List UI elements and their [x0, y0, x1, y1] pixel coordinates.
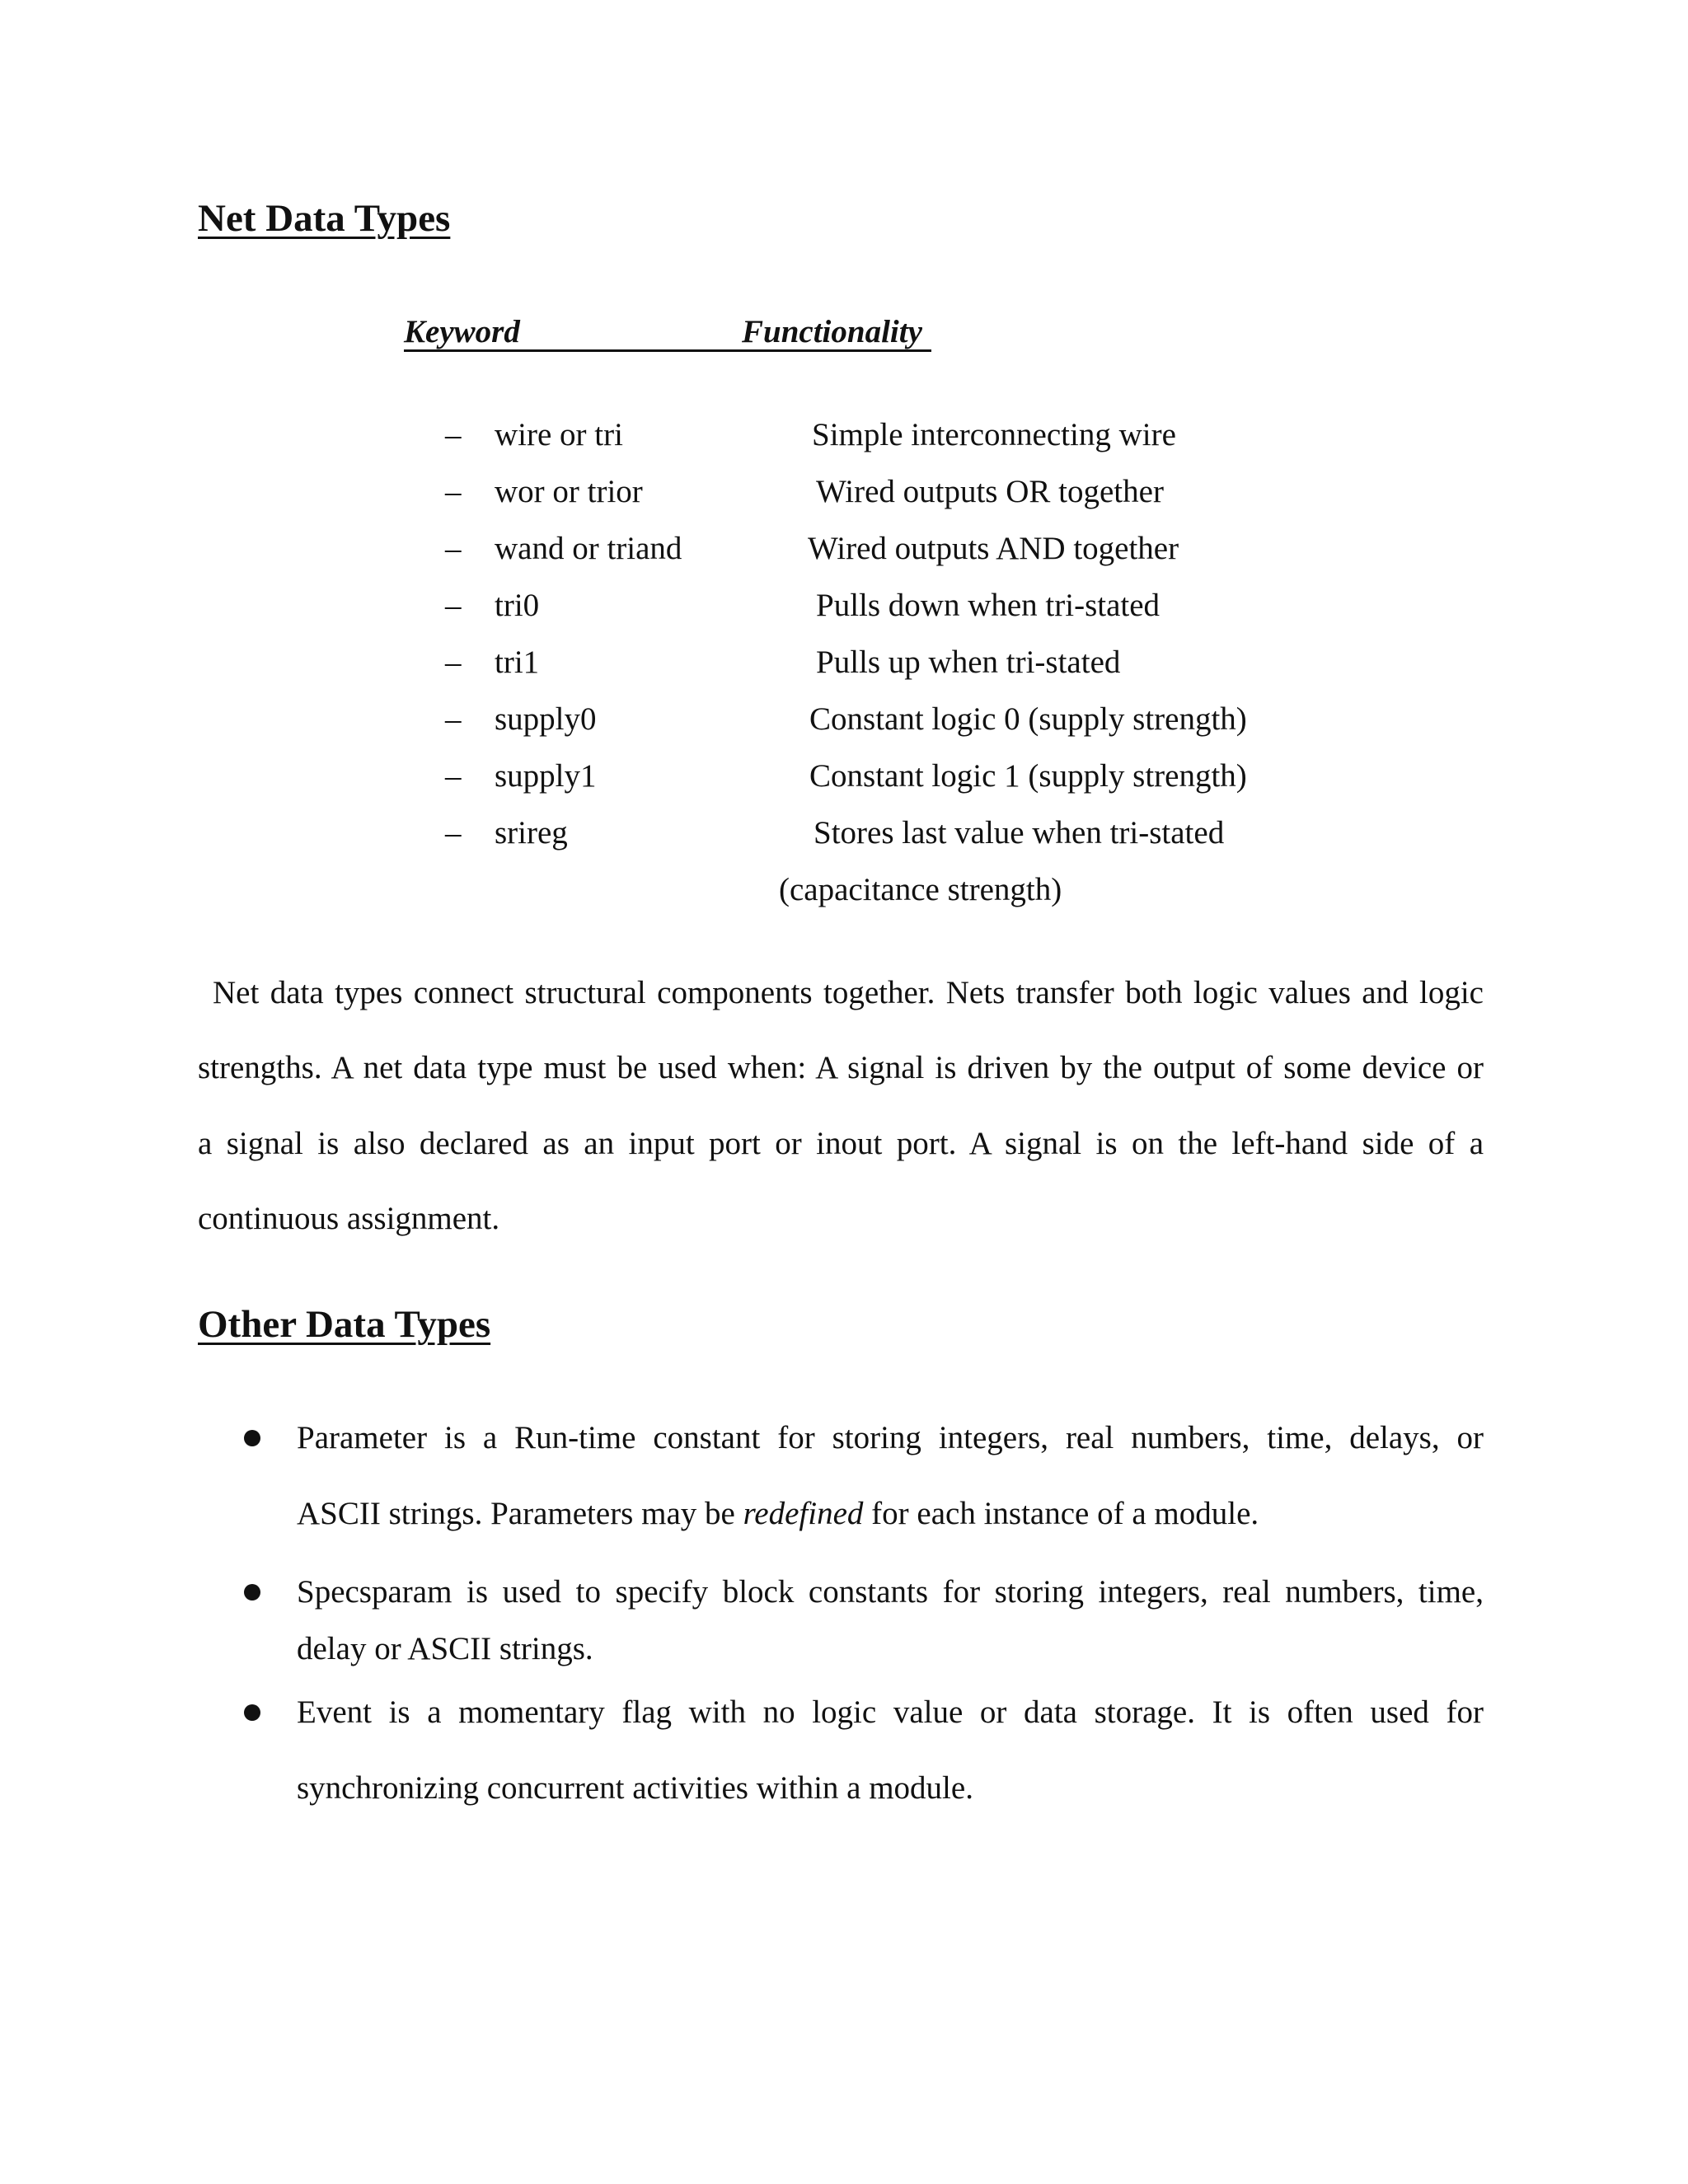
bullet-text: ASCII strings. Parameters may be [297, 1496, 743, 1531]
net-type-row [0, 701, 1688, 750]
bullet-line: Parameter is a Run-time constant for storing integers, real numbers, time, delays, or [297, 1420, 1484, 1455]
bullet-text: for each instance of a module. [863, 1496, 1259, 1531]
dash-marker: – [445, 474, 462, 509]
keyword-cell: wor or trior [495, 474, 643, 509]
keyword-cell: wand or triand [495, 531, 682, 566]
keyword-cell: supply1 [495, 758, 597, 794]
dash-marker: – [445, 588, 462, 623]
bullet-line: Specsparam is used to specify block constants for storing integers, real numbers, time, [297, 1574, 1484, 1610]
net-type-row [0, 473, 1688, 523]
net-data-types-heading: Net Data Types [198, 197, 451, 240]
paragraph-line: Net data types connect structural components together. Nets transfer both logic values and logic [213, 975, 1484, 1010]
paragraph-line: strengths. A net data type must be used when: A signal is driven by the output of some device or [198, 1050, 1484, 1085]
dash-marker: – [445, 644, 462, 680]
bullet-line: delay or ASCII strings. [297, 1631, 593, 1666]
keyword-cell: tri0 [495, 588, 540, 623]
net-type-row [0, 814, 1688, 864]
net-type-row [0, 416, 1688, 466]
functionality-cell: Constant logic 1 (supply strength) [809, 758, 1247, 794]
dash-marker: – [445, 815, 462, 851]
dash-marker: – [445, 701, 462, 737]
functionality-continuation: (capacitance strength) [779, 872, 1062, 907]
functionality-cell: Constant logic 0 (supply strength) [809, 701, 1247, 737]
net-type-row [0, 644, 1688, 693]
functionality-cell: Pulls down when tri-stated [816, 588, 1160, 623]
dash-marker: – [445, 531, 462, 566]
dash-marker: – [445, 417, 462, 452]
net-type-row [0, 587, 1688, 636]
functionality-cell: Simple interconnecting wire [812, 417, 1176, 452]
functionality-column-header: Functionality [742, 314, 922, 349]
net-type-row [0, 530, 1688, 579]
bullet-line: synchronizing concurrent activities within a module. [297, 1770, 973, 1806]
bullet-line: Event is a momentary flag with no logic value or data storage. It is often used for [297, 1694, 1484, 1730]
keyword-cell: srireg [495, 815, 568, 851]
keyword-cell: wire or tri [495, 417, 623, 452]
keyword-cell: supply0 [495, 701, 597, 737]
paragraph-line: a signal is also declared as an input port or inout port. A signal is on the left-hand side of a [198, 1126, 1484, 1161]
net-type-row [0, 757, 1688, 807]
paragraph-line: continuous assignment. [198, 1201, 500, 1236]
keyword-cell: tri1 [495, 644, 540, 680]
keyword-column-header: Keyword [404, 314, 520, 349]
italic-term: redefined [743, 1496, 864, 1531]
functionality-cell: Pulls up when tri-stated [816, 644, 1121, 680]
functionality-cell: Wired outputs OR together [816, 474, 1164, 509]
functionality-cell: Stores last value when tri-stated [814, 815, 1225, 851]
bullet-marker [244, 1584, 260, 1601]
functionality-cell: Wired outputs AND together [808, 531, 1179, 566]
bullet-line [297, 1495, 1484, 1532]
dash-marker: – [445, 758, 462, 794]
bullet-marker [244, 1704, 260, 1721]
column-header-underline [404, 349, 931, 352]
other-data-types-heading: Other Data Types [198, 1303, 491, 1346]
bullet-marker [244, 1430, 260, 1446]
